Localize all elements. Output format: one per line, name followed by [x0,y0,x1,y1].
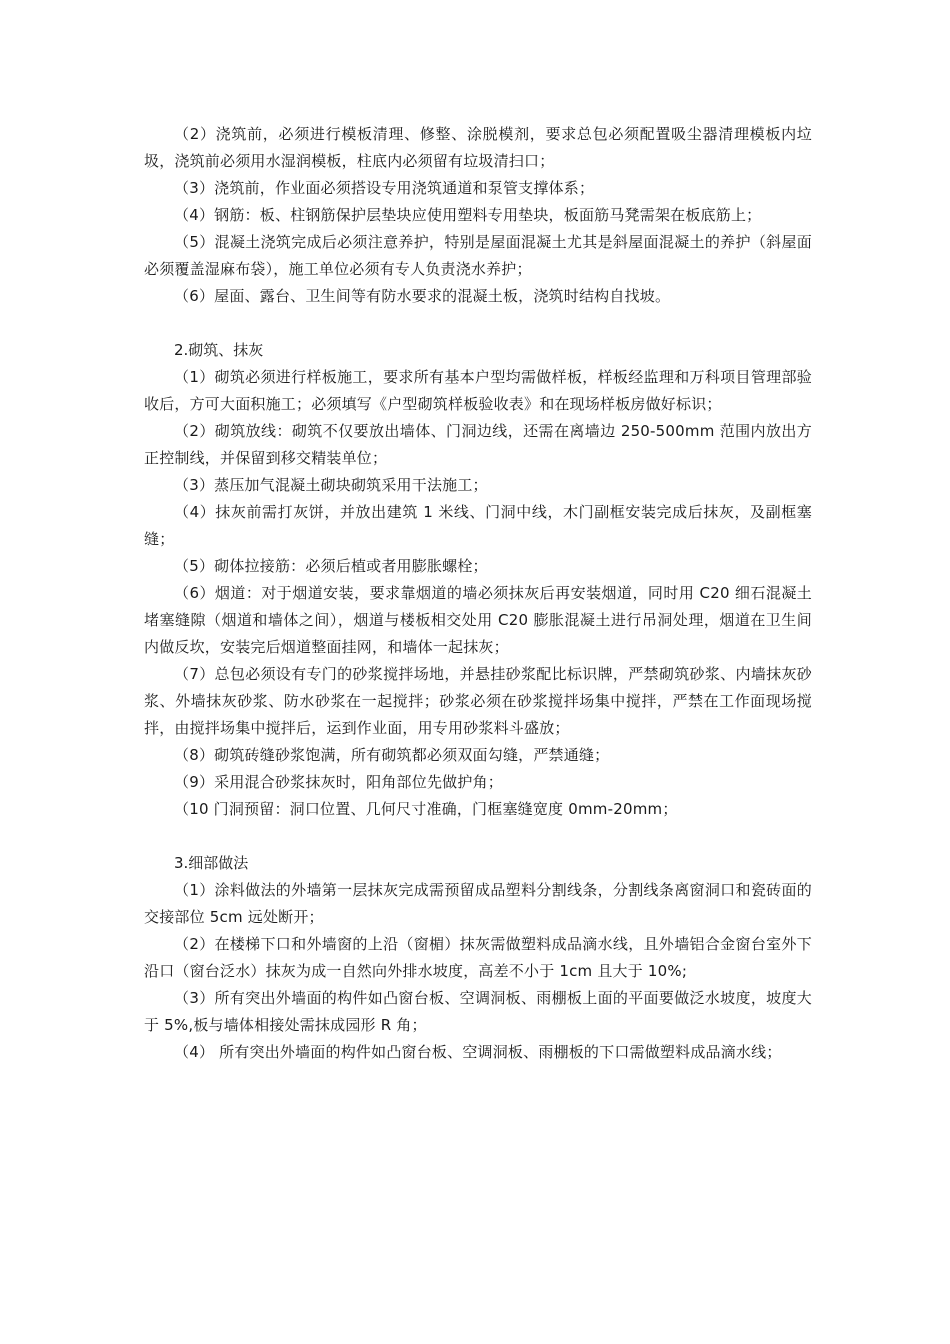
section3-item-3: （3）所有突出外墙面的构件如凸窗台板、空调洞板、雨棚板上面的平面要做泛水坡度，坡度大于 5%,板与墙体相接处需抹成园形 R 角； [144,989,812,1034]
section2-item-9: （9）采用混合砂浆抹灰时，阳角部位先做护角； [174,773,503,791]
section2-item-6: （6）烟道：对于烟道安装，要求靠烟道的墙必须抹灰后再安装烟道，同时用 C20 细石混凝土堵塞缝隙（烟道和墙体之间），烟道与楼板相交处用 C20 膨胀混凝土进行吊洞处理，烟道在卫生间内做反坎，安装完后烟道整面挂网，和墙体一起抹灰； [144,584,812,656]
section2-heading: 2.砌筑、抹灰 [174,341,264,359]
section-spacer [144,823,812,850]
section1-item-6: （6）屋面、露台、卫生间等有防水要求的混凝土板，浇筑时结构自找坡。 [174,287,671,305]
document-page [144,121,812,1066]
section2-item-2: （2）砌筑放线：砌筑不仅要放出墙体、门洞边线，还需在离墙边 250-500mm 范围内放出方正控制线，并保留到移交精装单位； [144,422,812,467]
section3-item-4: （4） 所有突出外墙面的构件如凸窗台板、空调洞板、雨棚板的下口需做塑料成品滴水线； [174,1043,782,1061]
section2-item-4: （4）抹灰前需打灰饼，并放出建筑 1 米线、门洞中线，木门副框安装完成后抹灰，及副框塞缝； [144,503,812,548]
section2-item-8: （8）砌筑砖缝砂浆饱满，所有砌筑都必须双面勾缝，严禁通缝； [174,746,610,764]
section1-item-5: （5）混凝土浇筑完成后必须注意养护，特别是屋面混凝土尤其是斜屋面混凝土的养护（斜屋面必须覆盖湿麻布袋），施工单位必须有专人负责浇水养护； [144,233,812,278]
section2-item-10: （10 门洞预留：洞口位置、几何尺寸准确，门框塞缝宽度 0mm-20mm； [174,800,678,818]
section3-item-1: （1）涂料做法的外墙第一层抹灰完成需预留成品塑料分割线条，分割线条离窗洞口和瓷砖面的交接部位 5cm 远处断开； [144,881,812,926]
section1-item-4: （4）钢筋：板、柱钢筋保护层垫块应使用塑料专用垫块，板面筋马凳需架在板底筋上； [174,206,762,224]
section3-heading: 3.细部做法 [174,854,249,872]
section2-item-7: （7）总包必须设有专门的砂浆搅拌场地，并悬挂砂浆配比标识牌，严禁砌筑砂浆、内墙抹灰砂浆、外墙抹灰砂浆、防水砂浆在一起搅拌；砂浆必须在砂浆搅拌场集中搅拌，严禁在工作面现场搅拌，由搅拌场集中搅拌后，运到作业面，用专用砂浆料斗盛放； [144,665,812,737]
section2-item-3: （3）蒸压加气混凝土砌块砌筑采用干法施工； [174,476,488,494]
section1-item-2: （2）浇筑前，必须进行模板清理、修整、涂脱模剂，要求总包必须配置吸尘器清理模板内垃圾，浇筑前必须用水湿润模板，柱底内必须留有垃圾清扫口； [144,125,812,170]
section3-item-2: （2）在楼梯下口和外墙窗的上沿（窗楣）抹灰需做塑料成品滴水线，且外墙铝合金窗台室外下沿口（窗台泛水）抹灰为成一自然向外排水坡度，高差不小于 1cm 且大于 10%; [144,935,812,980]
section2-item-5: （5）砌体拉接筋：必须后植或者用膨胀螺栓； [174,557,488,575]
section2-item-1: （1）砌筑必须进行样板施工，要求所有基本户型均需做样板，样板经监理和万科项目管理部验收后，方可大面积施工；必须填写《户型砌筑样板验收表》和在现场样板房做好标识； [144,368,812,413]
section1-item-3: （3）浇筑前，作业面必须搭设专用浇筑通道和泵管支撑体系； [174,179,595,197]
section-spacer [144,310,812,337]
